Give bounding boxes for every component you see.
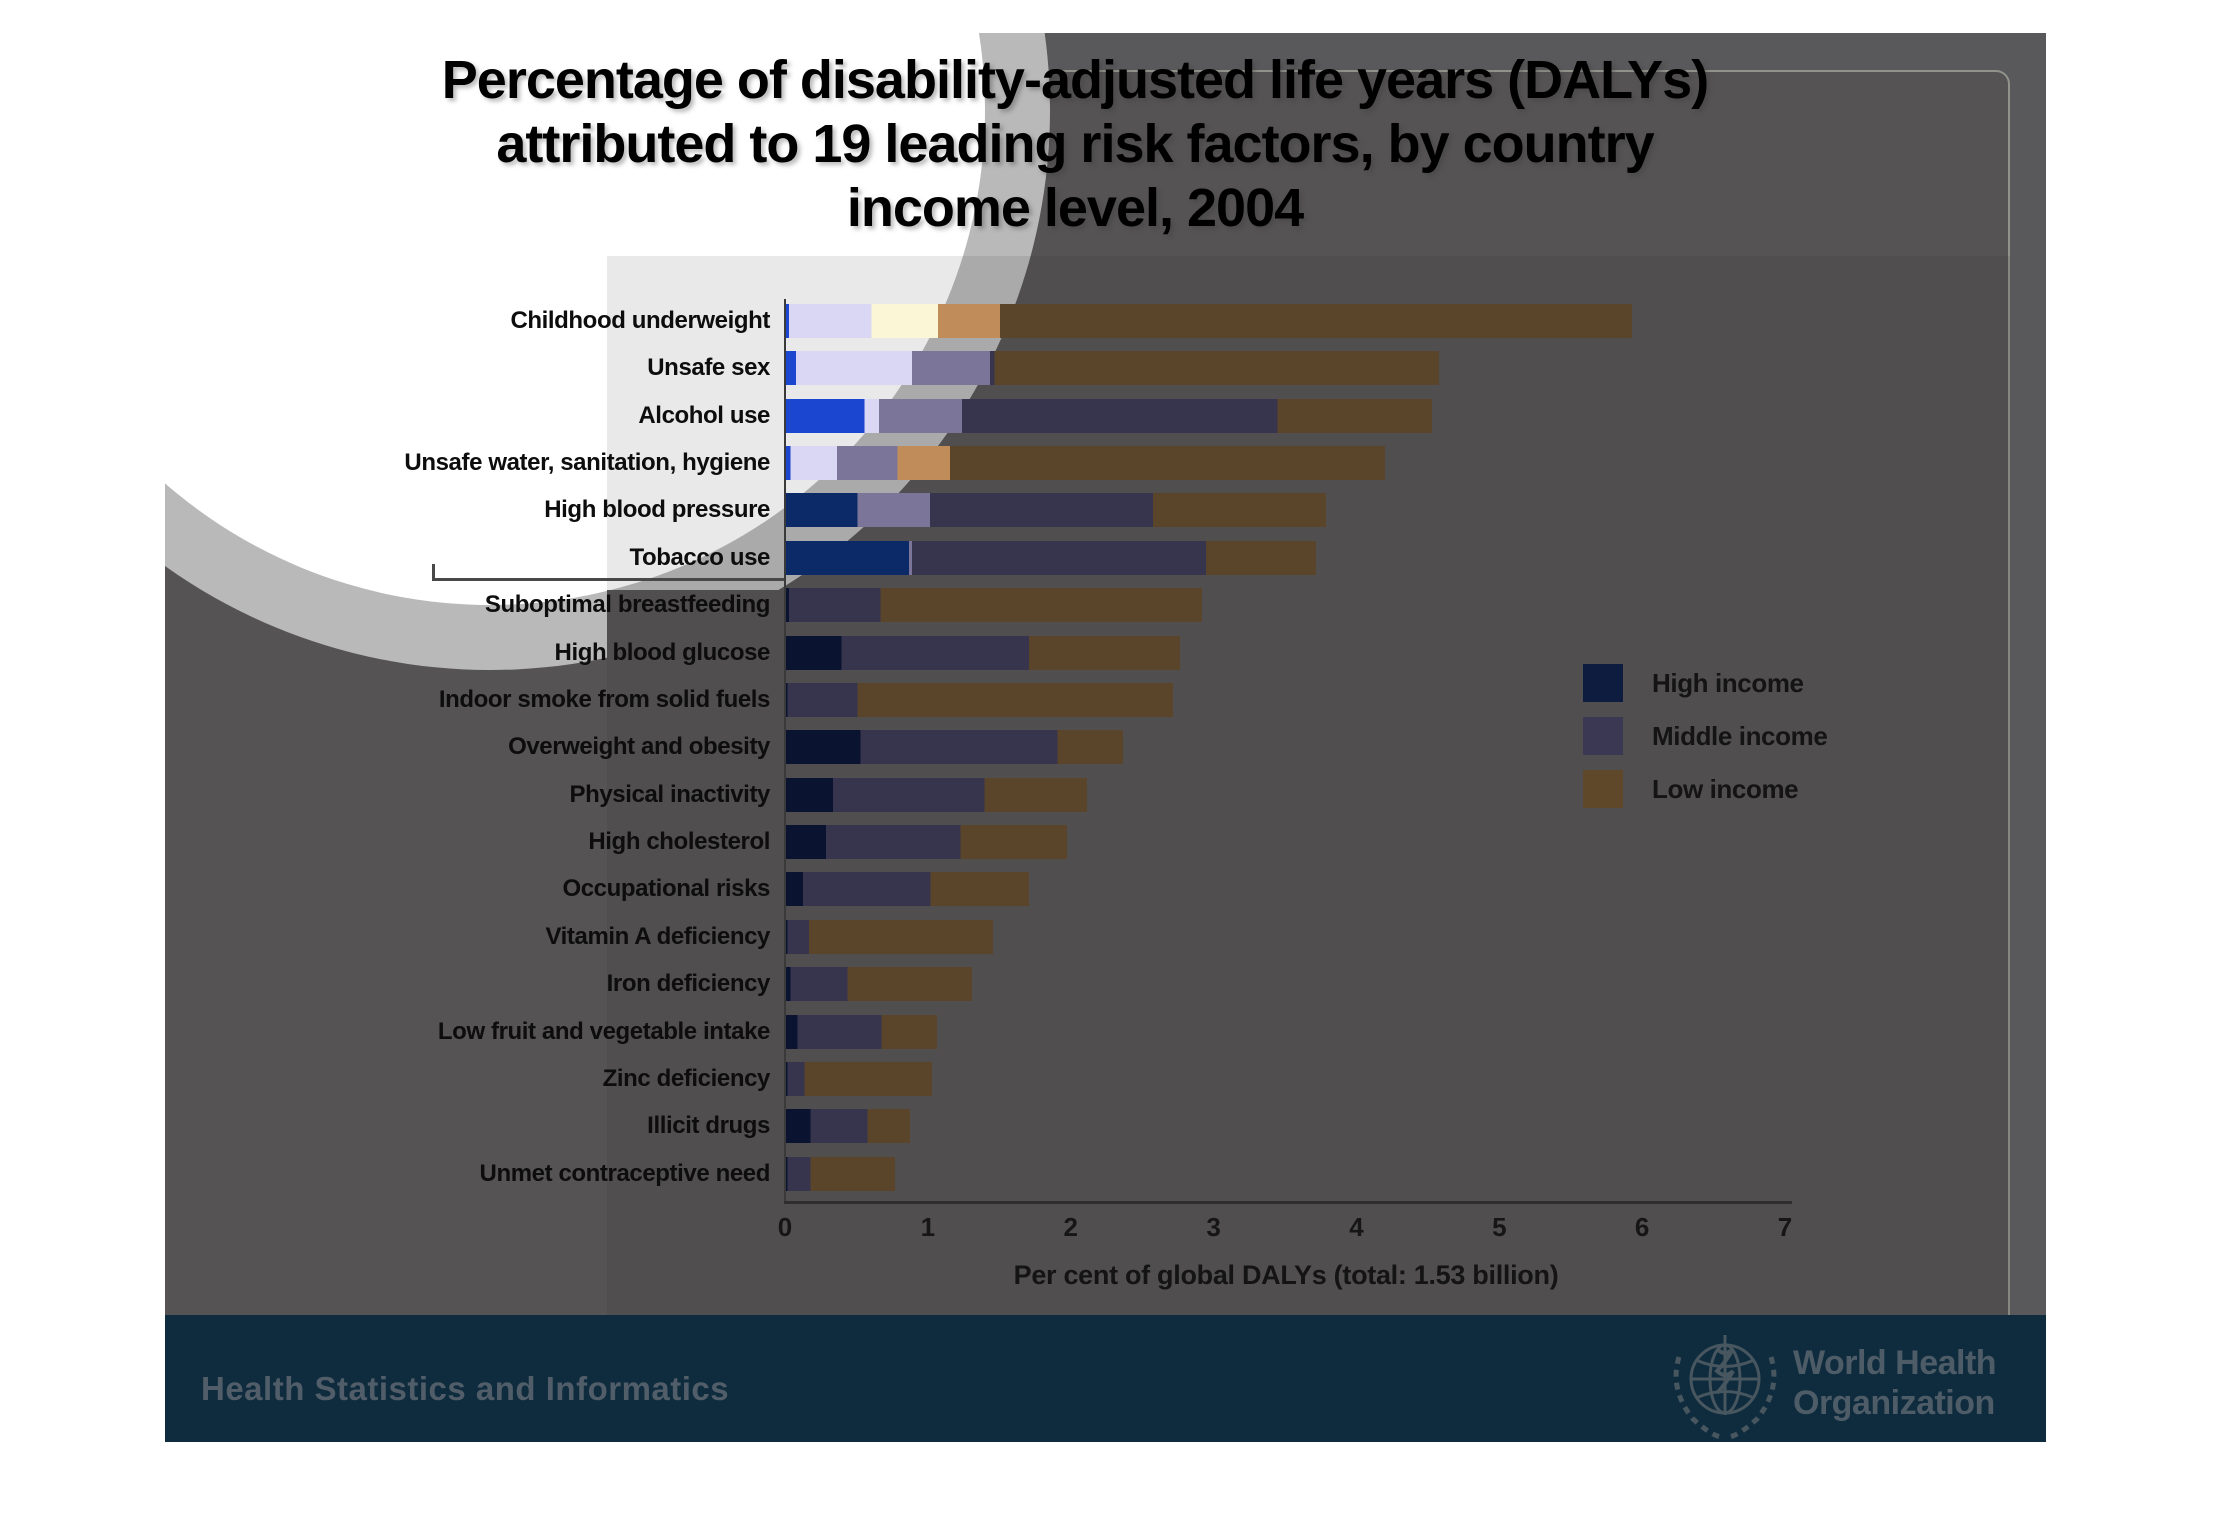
who-wordmark-line: World Health — [1793, 1344, 1997, 1382]
footer-department: Health Statistics and Informatics — [201, 1370, 730, 1407]
category-label: Iron deficiency — [606, 970, 770, 998]
bar-row — [786, 1015, 937, 1049]
bar-row — [786, 825, 1067, 859]
x-tick-label: 1 — [920, 1212, 936, 1242]
title-line: Percentage of disability-adjusted life years (DALYs) — [441, 50, 1709, 110]
who-wordmark-line: Organization — [1793, 1384, 1995, 1422]
x-tick-label: 0 — [777, 1212, 793, 1242]
category-label: Indoor smoke from solid fuels — [438, 685, 770, 713]
bar-row — [786, 920, 993, 954]
category-label: High blood glucose — [554, 638, 770, 666]
bar-row — [786, 1157, 895, 1191]
category-label: High cholesterol — [588, 828, 770, 856]
bar-row — [786, 778, 1087, 812]
legend-swatch — [1583, 664, 1623, 702]
bar-row — [786, 636, 1180, 670]
chart-title — [225, 48, 1925, 240]
bar-row — [786, 304, 1632, 338]
bar-row — [786, 683, 1173, 717]
legend-label: Middle income — [1652, 721, 1828, 751]
category-label: High blood pressure — [544, 496, 770, 524]
x-tick-label: 3 — [1206, 1212, 1221, 1242]
x-axis-line — [784, 1201, 1792, 1204]
category-label: Illicit drugs — [647, 1112, 770, 1140]
bar-row — [786, 1062, 932, 1096]
category-label: Unsafe water, sanitation, hygiene — [404, 449, 770, 477]
category-label: Suboptimal breastfeeding — [484, 591, 770, 619]
category-label: Physical inactivity — [569, 780, 770, 808]
tobacco-leader-line — [432, 578, 785, 581]
category-label: Low fruit and vegetable intake — [437, 1017, 770, 1045]
bar-row — [786, 1109, 910, 1143]
category-label: Zinc deficiency — [602, 1064, 770, 1092]
category-label: Unsafe sex — [647, 354, 770, 382]
footer-bar — [165, 1315, 2046, 1442]
category-label: Vitamin A deficiency — [545, 922, 770, 950]
title-line: attributed to 19 leading risk factors, by country — [496, 114, 1654, 174]
legend-label: High income — [1652, 668, 1804, 698]
bar-row — [786, 730, 1123, 764]
bar-row — [786, 872, 1029, 906]
x-tick-label: 4 — [1349, 1212, 1364, 1242]
category-label: Unmet contraceptive need — [479, 1159, 770, 1187]
legend-label: Low income — [1652, 774, 1799, 804]
category-label: Alcohol use — [638, 401, 770, 429]
x-tick-label: 6 — [1634, 1212, 1650, 1242]
x-axis-title: Per cent of global DALYs (total: 1.53 billion) — [1013, 1260, 1559, 1290]
x-tick-label: 5 — [1492, 1212, 1507, 1242]
who-wordmark — [1793, 1343, 1996, 1423]
bar-row — [786, 446, 1385, 480]
bar-row — [786, 541, 1316, 575]
bar-row — [786, 493, 1326, 527]
category-label: Occupational risks — [562, 875, 770, 903]
legend-swatch — [1583, 717, 1623, 755]
category-label: Overweight and obesity — [508, 733, 770, 761]
bar-row — [786, 588, 1202, 622]
legend-swatch — [1583, 770, 1623, 808]
y-axis-line — [784, 299, 786, 1204]
x-tick-label: 7 — [1777, 1212, 1793, 1242]
bar-row — [786, 351, 1439, 385]
bar-row — [786, 399, 1432, 433]
bar-row — [786, 967, 972, 1001]
title-line: income level, 2004 — [846, 178, 1304, 238]
who-emblem-icon — [1665, 1327, 1785, 1445]
category-label: Tobacco use — [629, 543, 770, 571]
category-label: Childhood underweight — [510, 307, 770, 334]
x-tick-label: 2 — [1063, 1212, 1078, 1242]
